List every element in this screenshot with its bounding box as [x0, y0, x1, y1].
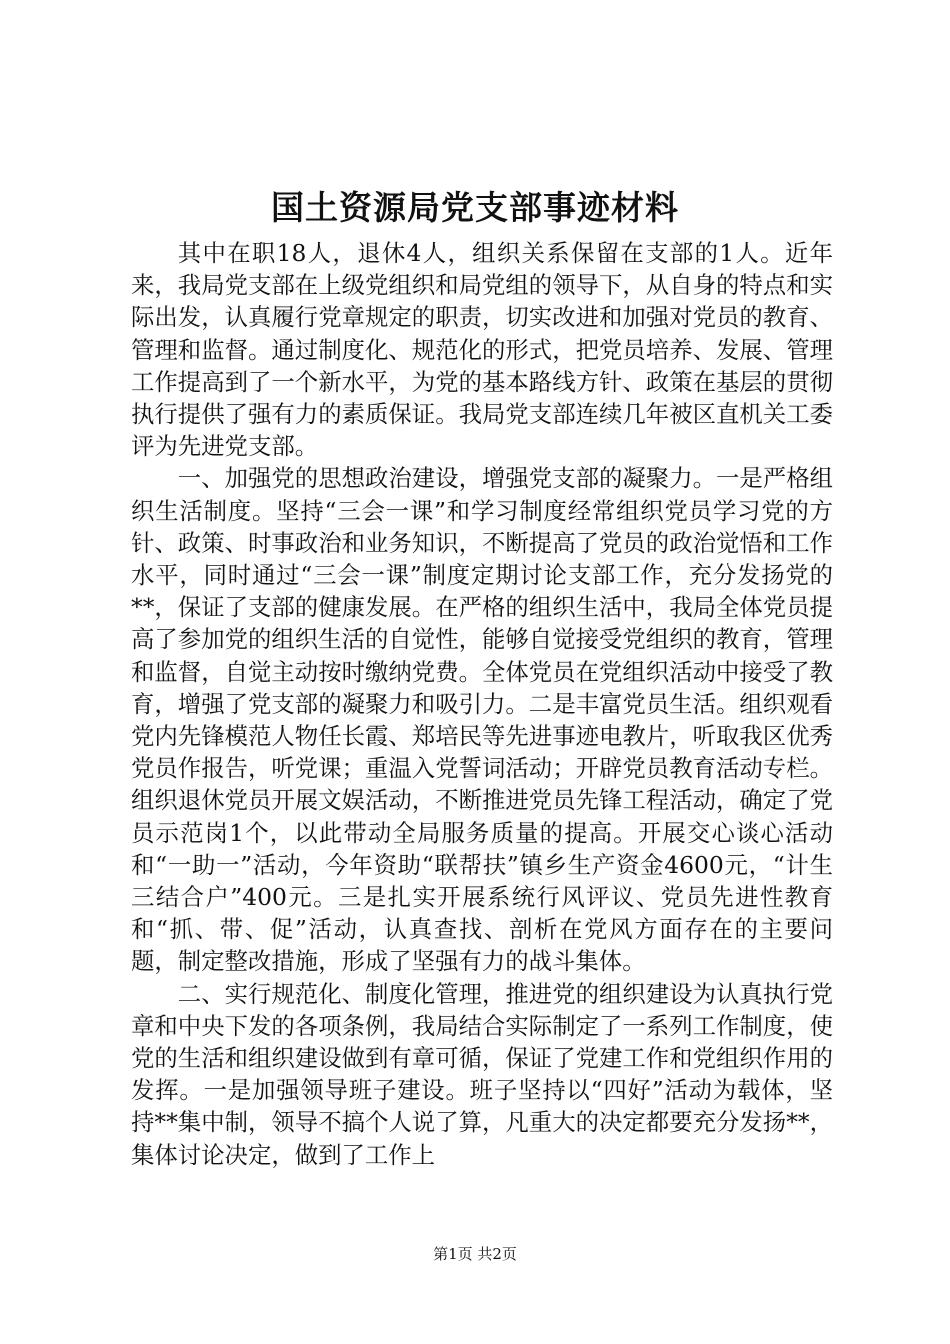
paragraph-section-one: 一、加强党的思想政治建设，增强党支部的凝聚力。一是严格组织生活制度。坚持“三会一课”和学习制度经常组织党员学习党的方针、政策、时事政治和业务知识，不断提高了党员的政治觉悟和工作水平，同时通过“三会一课”制度定期讨论支部工作，充分发扬党的**，保证了支部的健康发展。在严格的组织生活中，我局全体党员提高了参加党的组织生活的自觉性，能够自觉接受党组织的教育，管理和监督，自觉主动按时缴纳党费。全体党员在党组织活动中接受了教育，增强了党支部的凝聚力和吸引力。二是丰富党员生活。组织观看党内先锋模范人物任长霞、郑培民等先进事迹电教片，听取我区优秀党员作报告，听党课；重温入党誓词活动；开辟党员教育活动专栏。组织退休党员开展文娱活动，不断推进党员先锋工程活动，确定了党员示范岗1个，以此带动全局服务质量的提高。开展交心谈心活动和“一助一”活动，今年资助“联帮扶”镇乡生产资金4600元，“计生三结合户”400元。三是扎实开展系统行风评议、党员先进性教育和“抓、带、促”活动，认真查找、剖析在党风方面存在的主要问题，制定整改措施，形成了坚强有力的战斗集体。	[131, 464, 833, 976]
paragraph-section-two: 二、实行规范化、制度化管理，推进党的组织建设为认真执行党章和中央下发的各项条例，我局结合实际制定了一系列工作制度，使党的生活和组织建设做到有章可循，保证了党建工作和党组织作用的发挥。一是加强领导班子建设。班子坚持以“四好”活动为载体，坚持**集中制，领导不搞个人说了算，凡重大的决定都要充分发扬**，集体讨论决定，做到了工作上	[131, 979, 833, 1169]
document-title: 国土资源局党支部事迹材料	[271, 188, 679, 227]
page-footer: 第1页 共2页	[433, 1245, 517, 1263]
document-body	[131, 237, 833, 1171]
paragraph-intro: 其中在职18人，退休4人，组织关系保留在支部的1人。近年来，我局党支部在上级党组织和局党组的领导下，从自身的特点和实际出发，认真履行党章规定的职责，切实改进和加强对党员的教育、管理和监督。通过制度化、规范化的形式，把党员培养、发展、管理工作提高到了一个新水平，为党的基本路线方针、政策在基层的贯彻执行提供了强有力的素质保证。我局党支部连续几年被区直机关工委评为先进党支部。	[131, 239, 833, 461]
